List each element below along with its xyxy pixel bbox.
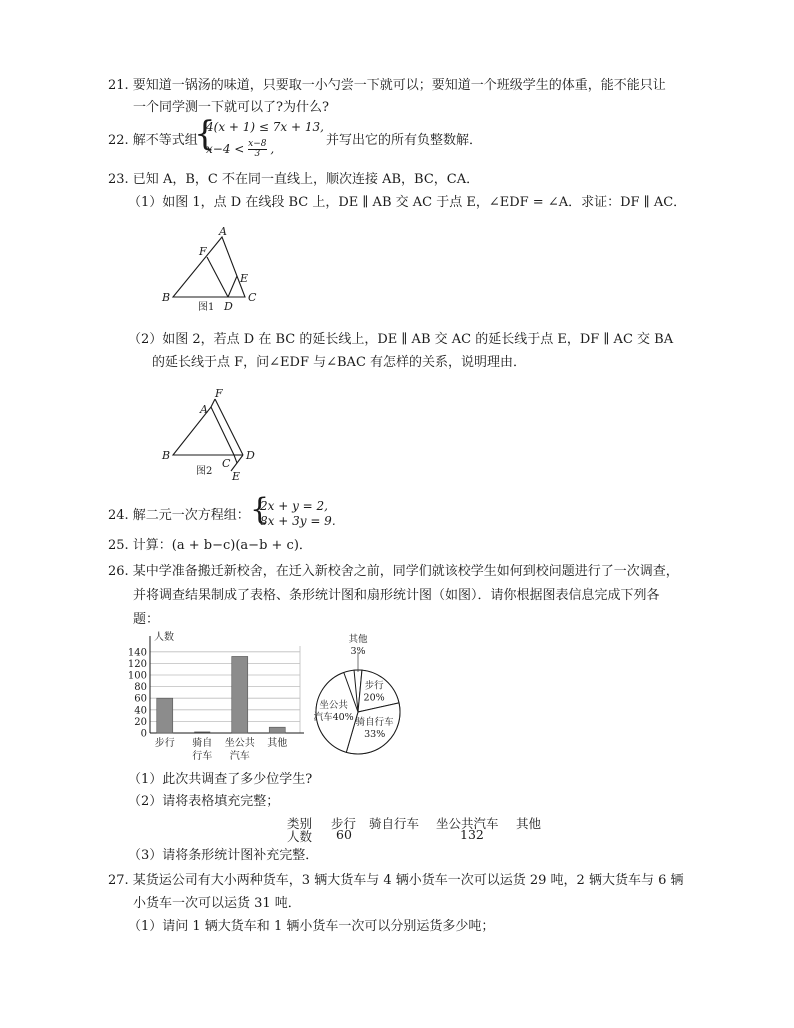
q22-ineq2 <box>206 140 274 159</box>
fig1-label-f: F <box>199 245 207 258</box>
fig2-segment-df <box>215 399 243 455</box>
fig2-extension-ac <box>234 455 237 463</box>
fig2-extension-ba <box>211 399 215 407</box>
table-cell-bus: 132 <box>460 827 484 842</box>
fig1-segment-de <box>228 276 237 297</box>
table-header-walk: 步行 <box>331 816 357 831</box>
q22-frac-num: x−8 <box>248 139 267 149</box>
q23-stem: 23. 已知 A，B，C 不在同一直线上，顺次连接 AB，BC，CA． <box>108 172 480 187</box>
q24-prefix: 24. 解二元一次方程组： <box>108 508 250 523</box>
x-tick-label: 步行 <box>154 738 175 749</box>
x-tick-label: 其他 <box>267 738 288 749</box>
q22-ineq2-left: x−4 < <box>206 142 245 156</box>
figure-1 <box>155 225 265 317</box>
pie-label-3: 汽车40% <box>313 711 354 723</box>
fig2-caption: 图2 <box>196 466 213 477</box>
fig2-label-e: E <box>232 470 241 483</box>
bar-chart <box>120 628 310 770</box>
pie-label-1: 步行 <box>364 680 384 692</box>
fig2-label-d: D <box>246 449 255 462</box>
fig2-label-b: B <box>162 449 171 462</box>
q23-part2-line1: （2）如图 2，若点 D 在 BC 的延长线上，DE ∥ AB 交 AC 的延长线于点 E，DF ∥ AC 交 BA <box>128 332 674 347</box>
table-header-other: 其他 <box>516 816 542 831</box>
y-tick-label: 40 <box>134 705 147 717</box>
y-tick-label: 60 <box>134 693 147 705</box>
fig1-label-a: A <box>219 225 227 238</box>
y-tick-label: 120 <box>127 658 147 670</box>
pie-label-1: 20% <box>363 692 385 704</box>
q26-line2: 并将调查结果制成了表格、条形统计图和扇形统计图（如图）．请你根据图表信息完成下列各 <box>133 588 660 603</box>
q21-line1: 21. 要知道一锅汤的味道，只要取一小勺尝一下就可以；要知道一个班级学生的体重，能不能只让 <box>108 78 666 93</box>
table-header-bike: 骑自行车 <box>369 816 420 831</box>
q27-line2: 小货车一次可以运货 31 吨． <box>133 896 301 911</box>
figure-2 <box>155 385 265 483</box>
fig2-label-a: A <box>200 403 208 416</box>
q22-suffix: 并写出它的所有负整数解． <box>326 133 483 148</box>
q22-ineq2-end: , <box>270 142 275 156</box>
pie-label-0: 其他 <box>348 634 368 645</box>
q25-text: 25. 计算：(a + b−c)(a−b + c)． <box>108 538 312 553</box>
q24-eq2: 8x + 3y = 9. <box>260 514 336 528</box>
x-tick-label: 坐公共 <box>224 738 255 749</box>
q22-fraction <box>248 140 266 159</box>
fig1-caption: 图1 <box>198 302 215 313</box>
x-tick-label: 骑自 <box>192 738 213 749</box>
q24-eq1: 2x + y = 2, <box>260 499 328 513</box>
q26-line3: 题： <box>133 612 160 627</box>
q22-brace: { <box>194 114 216 154</box>
q27-sub1: （1）请问 1 辆大货车和 1 辆小货车一次可以分别运货多少吨； <box>128 919 495 934</box>
y-tick-label: 140 <box>127 647 147 659</box>
q24-brace: { <box>250 492 270 527</box>
q26-line1: 26. 某中学准备搬迁新校舍，在迁入新校舍之前，同学们就该校学生如何到校问题进行了一次调查， <box>108 564 679 579</box>
q22-prefix: 22. 解不等式组 <box>108 133 198 148</box>
pie-label-3: 坐公共 <box>319 699 348 711</box>
table-header-category: 类别 <box>287 816 313 831</box>
pie-label-0: 3% <box>350 646 366 657</box>
y-axis-label: 人数 <box>154 632 174 643</box>
fig1-segment-df <box>207 257 228 297</box>
q26-sub1: （1）此次共调查了多少位学生? <box>128 772 313 787</box>
q23-part2-line2: 的延长线于点 F，问∠EDF 与∠BAC 有怎样的关系，说明理由． <box>152 355 527 370</box>
fig1-label-b: B <box>162 291 171 304</box>
x-tick-label: 行车 <box>192 751 213 762</box>
fig1-label-d: D <box>224 300 233 313</box>
y-tick-label: 100 <box>127 670 147 682</box>
y-tick-label: 0 <box>140 728 147 740</box>
table-header-bus: 坐公共汽车 <box>436 816 499 831</box>
fig2-label-c: C <box>222 457 231 470</box>
table-row-count-label: 人数 <box>287 829 313 844</box>
x-tick-label: 汽车 <box>229 751 250 762</box>
q26-sub2: （2）请将表格填充完整； <box>128 794 280 809</box>
pie-chart <box>305 628 415 768</box>
bar-2 <box>232 656 248 733</box>
q21-line2: 一个同学测一下就可以了?为什么? <box>133 100 329 115</box>
q26-sub3: （3）请将条形统计图补充完整． <box>128 848 319 863</box>
q22-ineq1: 4(x + 1) ≤ 7x + 13, <box>206 120 324 134</box>
fig2-label-f: F <box>215 387 223 400</box>
q23-part1: （1）如图 1，点 D 在线段 BC 上，DE ∥ AB 交 AC 于点 E，∠EDF = ∠A．求证：DF ∥ AC． <box>128 195 687 210</box>
table-cell-walk: 60 <box>336 827 352 842</box>
y-tick-label: 80 <box>134 682 147 694</box>
bar-0 <box>157 698 173 733</box>
q22-frac-den: 3 <box>254 149 261 159</box>
y-tick-label: 20 <box>134 716 147 728</box>
fig1-triangle-abc <box>173 237 245 297</box>
q27-line1: 27. 某货运公司有大小两种货车，3 辆大货车与 4 辆小货车一次可以运货 29 吨，2 辆大货车与 6 辆 <box>108 873 684 888</box>
fig1-label-c: C <box>248 291 257 304</box>
pie-label-2: 33% <box>364 728 386 740</box>
fig1-label-e: E <box>240 272 249 285</box>
bar-3 <box>269 727 285 733</box>
pie-label-2: 骑自行车 <box>355 716 394 728</box>
